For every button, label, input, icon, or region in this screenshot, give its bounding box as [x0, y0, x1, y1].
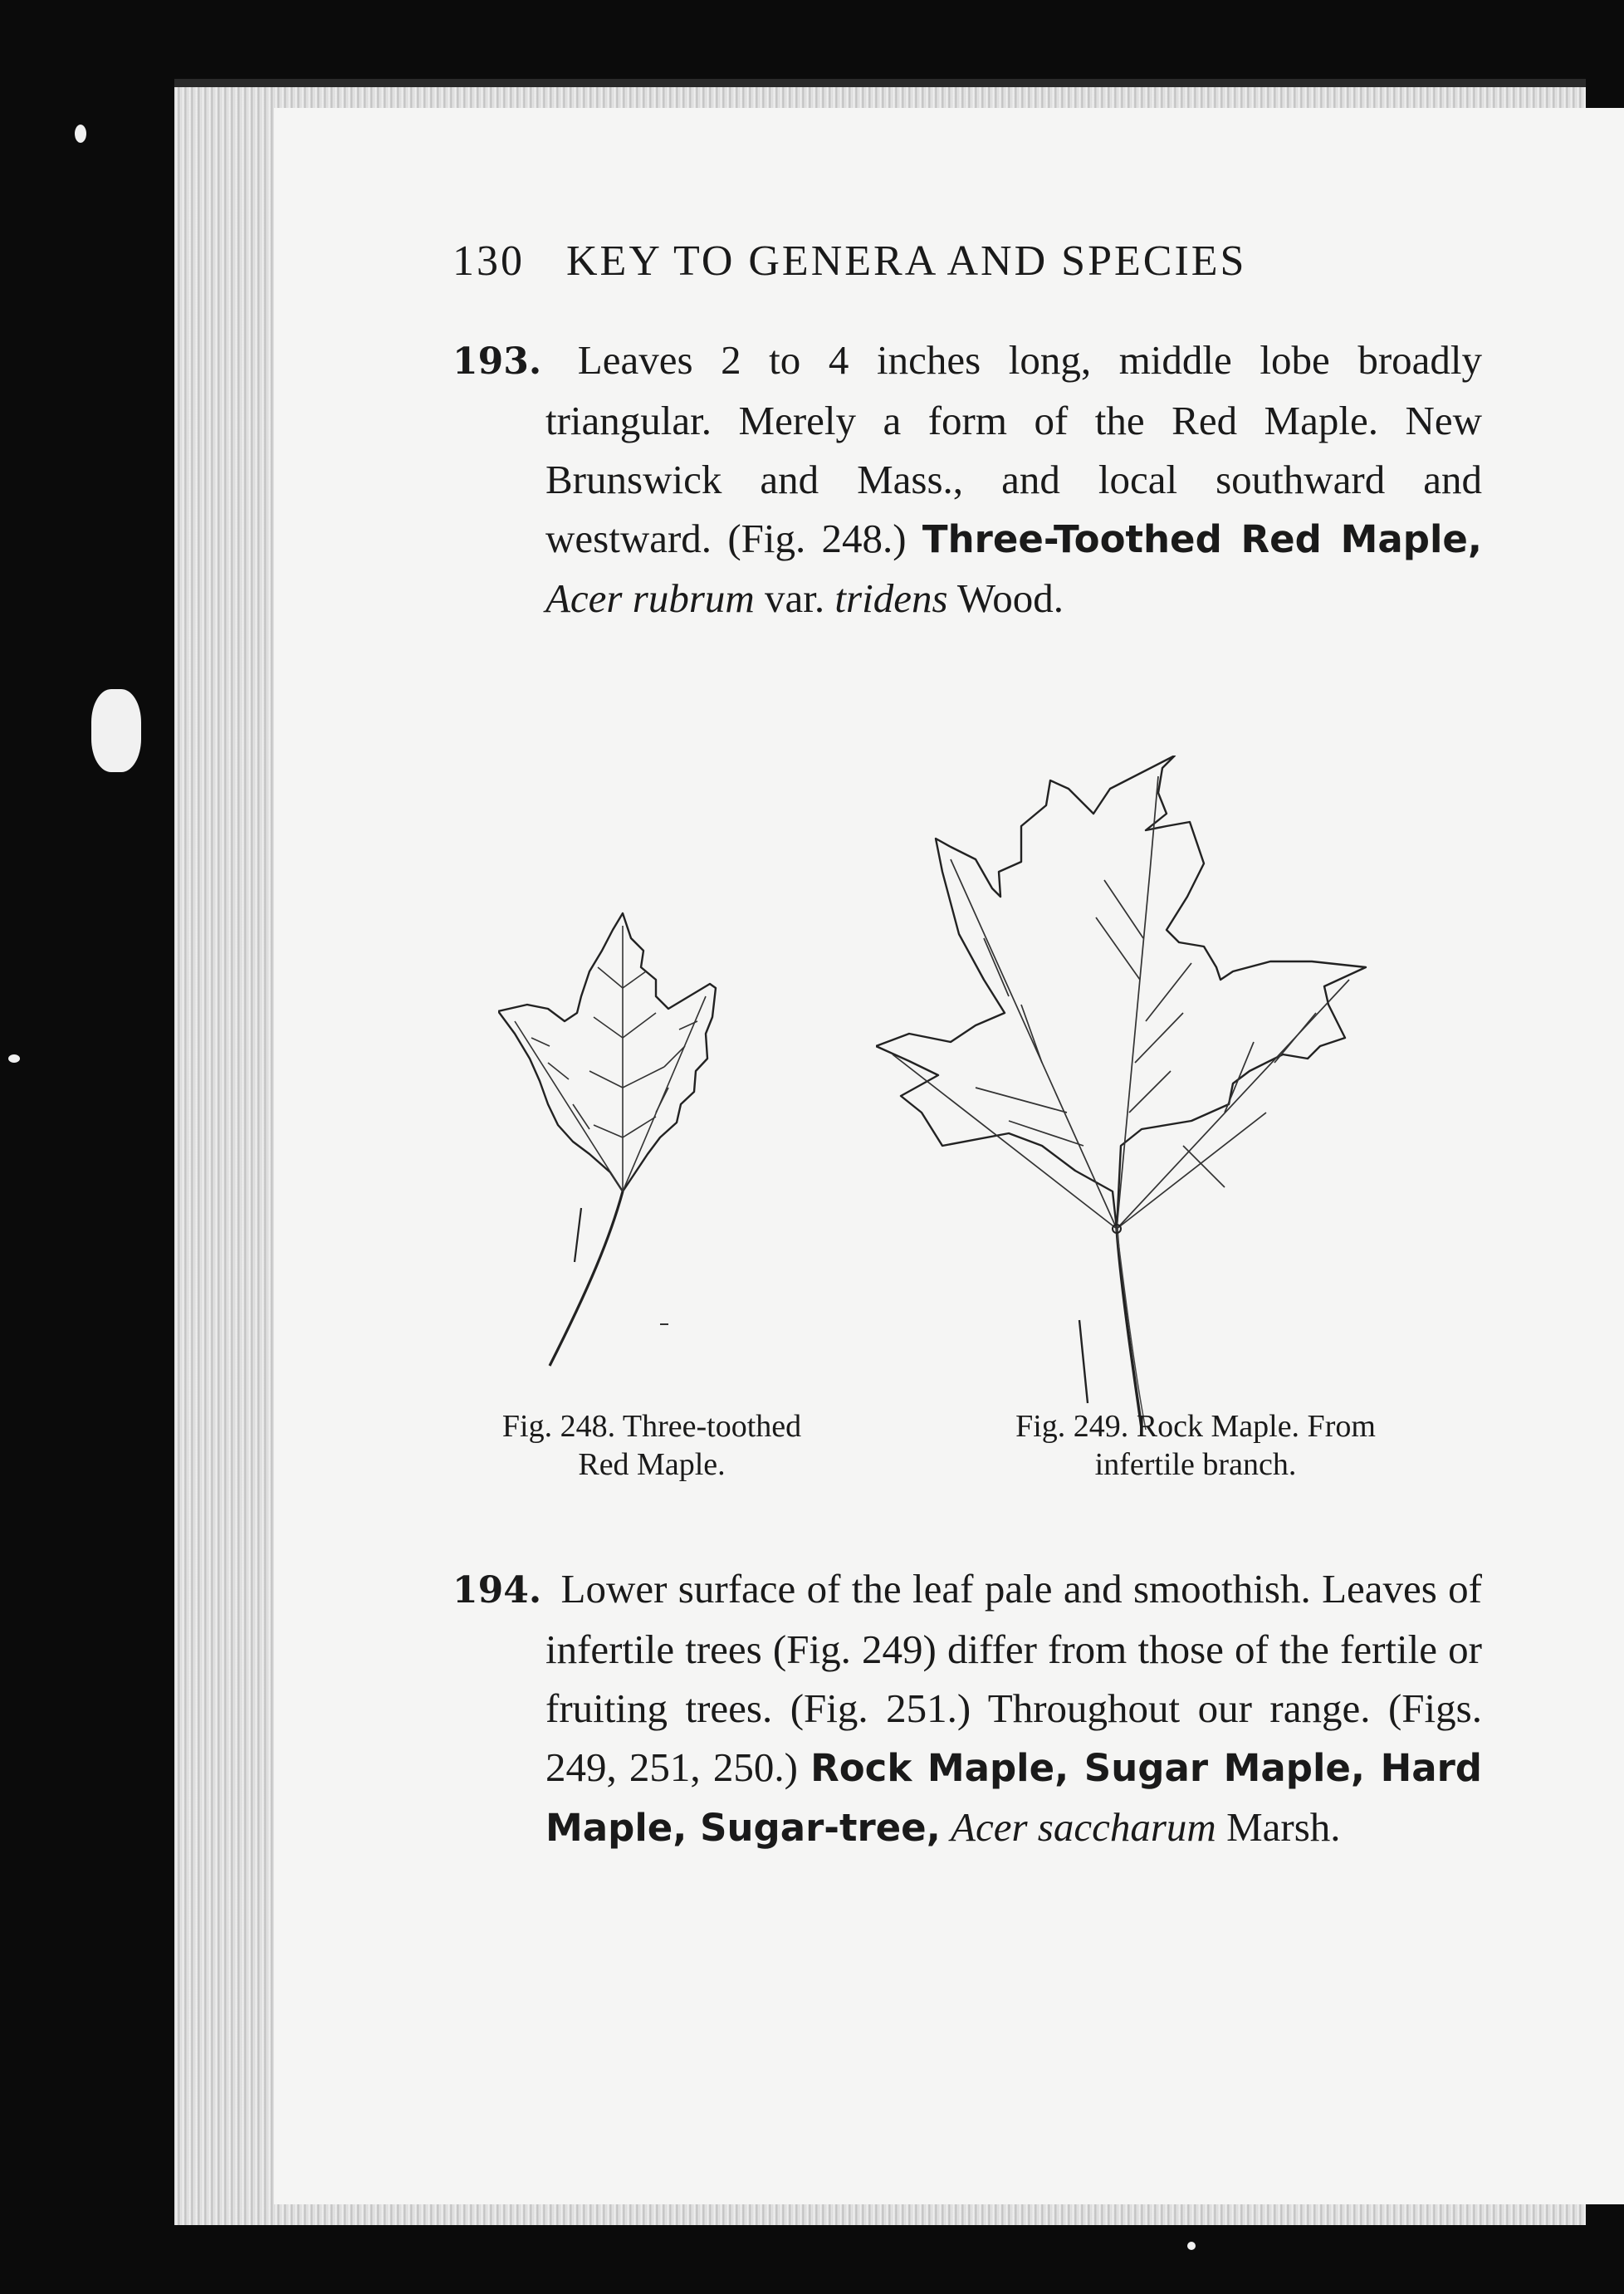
entry-number: 193.	[452, 340, 542, 383]
scientific-name: Acer saccharum	[951, 1804, 1216, 1850]
scan-speck	[91, 689, 141, 772]
variety-name: tridens	[834, 575, 948, 621]
scan-speck	[1187, 2242, 1196, 2250]
common-name: Three-Toothed Red Maple,	[922, 517, 1482, 561]
three-toothed-maple-leaf-illustration	[498, 905, 797, 1378]
entry-text: Lower surface of the leaf pale and smoothish. Leaves of infertile trees (Fig. 249) differ from those of the fertile or fruiting trees. (Fig. 251.) Throughout our range. (Figs. 249, 251, 250.)	[545, 1566, 1482, 1790]
book-page	[274, 108, 1624, 2204]
authority: Wood.	[956, 575, 1064, 621]
scan-speck	[8, 1054, 20, 1063]
key-entry-193	[452, 330, 1482, 628]
caption-line: infertile branch.	[1094, 1447, 1297, 1482]
caption-line: Red Maple.	[578, 1447, 726, 1482]
var-label: var.	[765, 575, 825, 621]
running-head	[452, 237, 1615, 286]
figure-249-caption	[947, 1407, 1445, 1484]
rock-maple-leaf-illustration	[876, 756, 1399, 1436]
common-names: Rock Maple, Sugar Maple, Hard Maple, Sugar-tree,	[545, 1746, 1483, 1850]
scan-speck	[75, 125, 86, 143]
figure-248-caption	[419, 1407, 884, 1484]
caption-line: Fig. 249. Rock Maple. From	[1015, 1409, 1376, 1444]
authority: Marsh.	[1226, 1804, 1341, 1850]
running-head-title: KEY TO GENERA AND SPECIES	[566, 237, 1247, 285]
page-number: 130	[452, 237, 525, 285]
key-entry-194	[452, 1559, 1482, 1857]
entry-text: Leaves 2 to 4 inches long, middle lobe broadly triangular. Merely a form of the Red Maple. New Brunswick and Mass., and local southward and westward. (Fig. 248.)	[545, 337, 1482, 561]
entry-number: 194.	[452, 1569, 542, 1612]
scientific-name: Acer rubrum	[545, 575, 755, 621]
caption-line: Fig. 248. Three-toothed	[501, 1409, 802, 1444]
